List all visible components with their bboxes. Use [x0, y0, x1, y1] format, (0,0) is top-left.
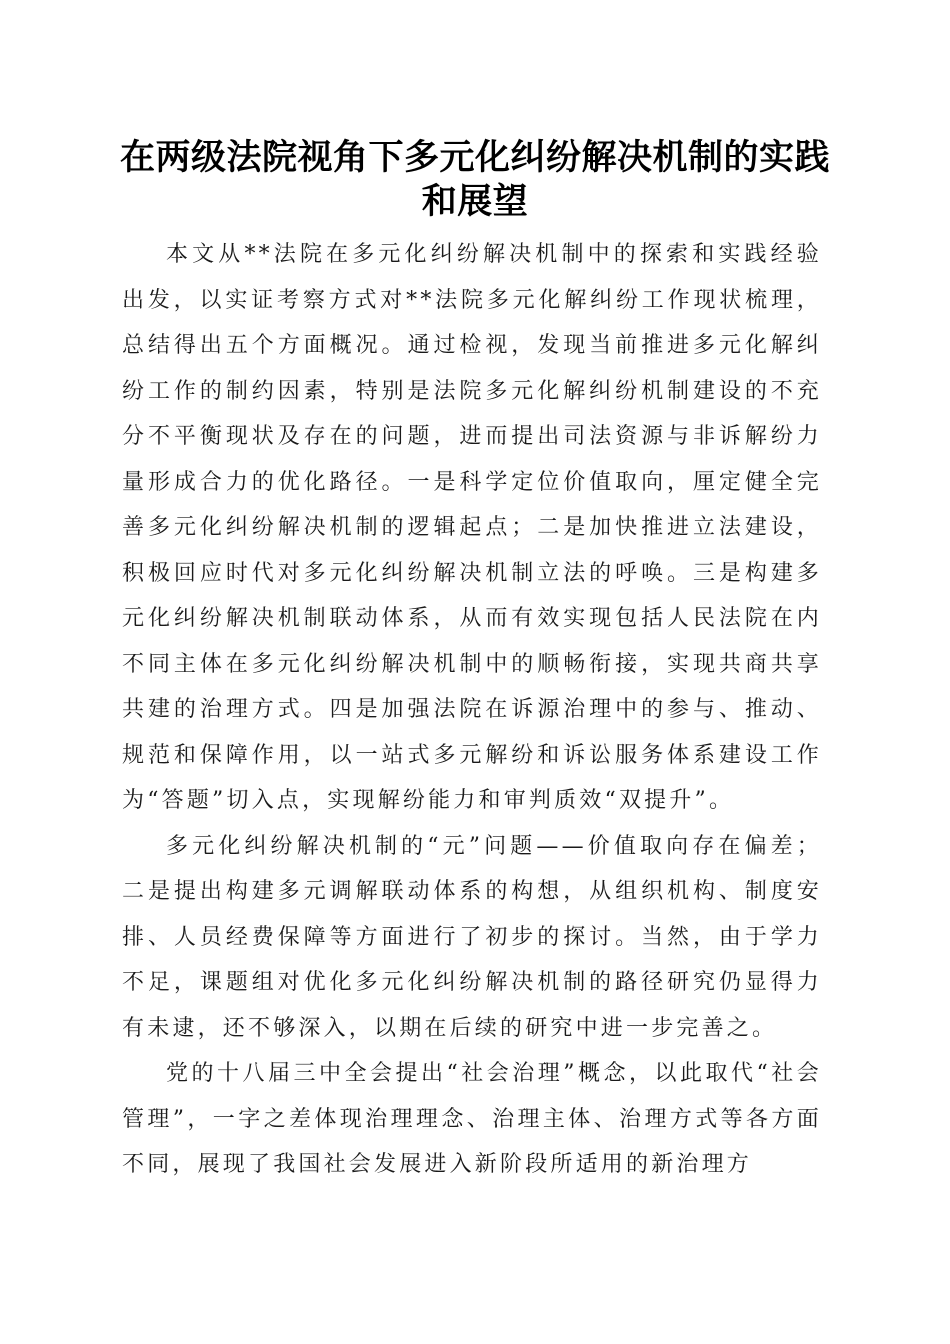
- paragraph-value-orientation: 多元化纠纷解决机制的“元”问题——价值取向存在偏差；二是提出构建多元调解联动体系的构想，从组织机构、制度安排、人员经费保障等方面进行了初步的探讨。当然，由于学力不足，课题组对优化多元化纠纷解决机制的路径研究仍显得力有未逮，还不够深入，以期在后续的研究中进一步完善之。: [122, 833, 822, 1041]
- document-body: [122, 232, 822, 1188]
- document-title: 在两级法院视角下多元化纠纷解决机制的实践和展望: [120, 137, 831, 222]
- paragraph-abstract: 本文从**法院在多元化纠纷解决机制中的探索和实践经验出发，以实证考察方式对**法院多元化解纠纷工作现状梳理，总结得出五个方面概况。通过检视，发现当前推进多元化解纠纷工作的制约因素，特别是法院多元化解纠纷机制建设的不充分不平衡现状及存在的问题，进而提出司法资源与非诉解纷力量形成合力的优化路径。一是科学定位价值取向，厘定健全完善多元化纠纷解决机制的逻辑起点；二是加快推进立法建设，积极回应时代对多元化纠纷解决机制立法的呼唤。三是构建多元化纠纷解决机制联动体系，从而有效实现包括人民法院在内不同主体在多元化纠纷解决机制中的顺畅衔接，实现共商共享共建的治理方式。四是加强法院在诉源治理中的参与、推动、规范和保障作用，以一站式多元解纷和诉讼服务体系建设工作为“答题”切入点，实现解纷能力和审判质效“双提升”。: [122, 242, 822, 813]
- paragraph-social-governance: 党的十八届三中全会提出“社会治理”概念，以此取代“社会管理”，一字之差体现治理理念、治理主体、治理方式等各方面不同，展现了我国社会发展进入新阶段所适用的新治理方: [122, 1061, 822, 1177]
